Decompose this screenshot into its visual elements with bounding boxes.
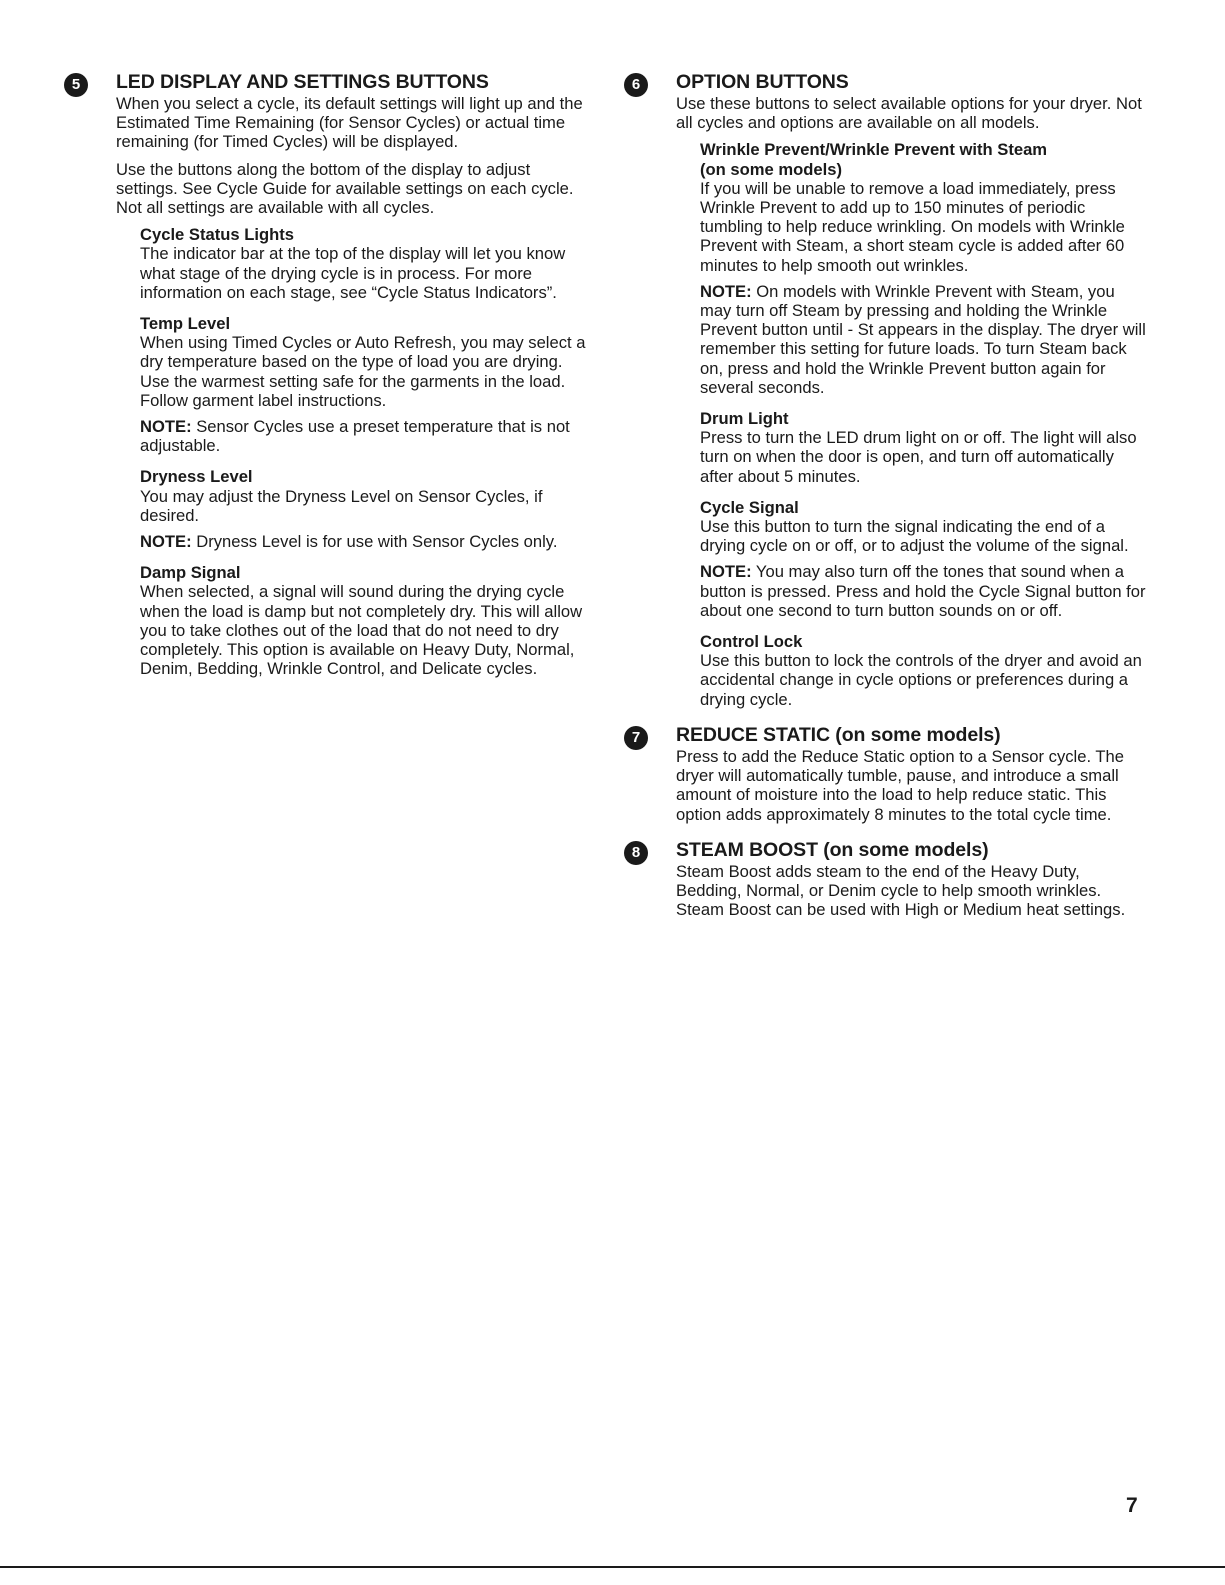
right-column: [624, 70, 1149, 933]
paragraph: Steam Boost adds steam to the end of the Heavy Duty, Bedding, Normal, or Denim cycle to help smooth wrinkles. Steam Boost can be used with High or Medium heat settings.: [676, 861, 1126, 920]
subsection-control-lock: [700, 632, 1149, 709]
section-title: LED DISPLAY AND SETTINGS BUTTONS: [116, 71, 489, 93]
section-reduce-static: [624, 723, 1149, 824]
note-label: NOTE:: [700, 562, 752, 582]
note-text: You may also turn off the tones that sound when a button is pressed. Press and hold the Cycle Signal button for about one second to turn button sounds on or off.: [700, 562, 1146, 620]
paragraph: Press to add the Reduce Static option to a Sensor cycle. The dryer will automatically tumble, pause, and introduce a small amount of moisture into the load to help reduce static. This option adds approximately 8 minutes to the total cycle time.: [676, 746, 1124, 824]
paragraph: Use these buttons to select available options for your dryer. Not all cycles and options are available on all models.: [676, 94, 1142, 133]
subsection-title: Damp Signal: [140, 563, 241, 583]
note: [140, 417, 594, 455]
subsection-damp-signal: [140, 563, 594, 678]
note-label: NOTE:: [140, 417, 192, 437]
section-option-buttons: [624, 70, 1149, 709]
note-label: NOTE:: [700, 281, 752, 301]
section-led-display: [64, 70, 594, 678]
subsection-cycle-signal: [700, 498, 1149, 620]
left-column: [64, 70, 594, 692]
subsection-title: Wrinkle Prevent/Wrinkle Prevent with Steam: [700, 140, 1048, 160]
section-steam-boost: [624, 838, 1149, 920]
subsection-title: Cycle Status Lights: [140, 225, 294, 245]
subsection-cycle-status-lights: [140, 225, 594, 302]
paragraph: Use the buttons along the bottom of the display to adjust settings. See Cycle Guide for available settings on each cycle. Not all settings are available with all cycles.: [116, 159, 574, 218]
subsection-title: Cycle Signal: [700, 497, 799, 517]
note-text: Sensor Cycles use a preset temperature that is not adjustable.: [140, 417, 570, 456]
section-title: STEAM BOOST (on some models): [676, 838, 989, 861]
paragraph: Use this button to turn the signal indicating the end of a drying cycle on or off, or to adjust the volume of the signal.: [700, 517, 1129, 556]
bottom-rule: [0, 1566, 1225, 1568]
subsection-title: Temp Level: [140, 314, 231, 334]
section-number-badge: 5: [64, 73, 88, 97]
paragraph: When you select a cycle, its default settings will light up and the Estimated Time Remaining (for Sensor Cycles) or actual time remaining (for Timed Cycles) will be displayed.: [116, 94, 583, 152]
paragraph: When selected, a signal will sound during the drying cycle when the load is damp but not completely dry. This will allow you to take clothes out of the load that do not need to dry completely. This option is available on Heavy Duty, Normal, Denim, Bedding, Wrinkle Control, and Delicate cycles.: [140, 582, 583, 679]
subsection-wrinkle-prevent: [700, 140, 1149, 397]
subsection-title-qualifier: (on some models): [700, 159, 842, 179]
subsection-title: Dryness Level: [140, 467, 253, 487]
section-title: REDUCE STATIC (on some models): [676, 723, 1001, 746]
subsection-temp-level: [140, 314, 594, 455]
paragraph: The indicator bar at the top of the display will let you know what stage of the drying cycle is in process. For more information on each stage, see “Cycle Status Indicators”.: [140, 244, 566, 302]
subsection-title: Drum Light: [700, 409, 789, 429]
section-number-badge: 7: [624, 726, 648, 750]
section-number-badge: 8: [624, 841, 648, 865]
paragraph: If you will be unable to remove a load immediately, press Wrinkle Prevent to add up to 150 minutes of periodic tumbling to help reduce wrinkling. On models with Wrinkle Prevent with Steam, a short steam cycle is added after 60 minutes to help smooth out wrinkles.: [700, 178, 1125, 275]
note: [700, 562, 1149, 620]
note-text: On models with Wrinkle Prevent with Steam, you may turn off Steam by pressing and holding the Wrinkle Prevent button until - St appears in the display. The dryer will remember this setting for future loads. To turn Steam back on, press and hold the Wrinkle Prevent button again for several seconds.: [700, 281, 1146, 397]
subsection-drum-light: [700, 409, 1149, 486]
section-title: OPTION BUTTONS: [676, 71, 849, 93]
note: [700, 282, 1149, 397]
note: [140, 532, 594, 551]
paragraph: Press to turn the LED drum light on or off. The light will also turn on when the door is open, and turn off automatically after about 5 minutes.: [700, 428, 1137, 486]
subsection-title: Control Lock: [700, 632, 803, 652]
subsection-dryness-level: [140, 467, 594, 551]
paragraph: You may adjust the Dryness Level on Sensor Cycles, if desired.: [140, 486, 543, 525]
page-number: 7: [1126, 1494, 1138, 1517]
note-text: Dryness Level is for use with Sensor Cycles only.: [191, 532, 558, 552]
section-number-badge: 6: [624, 73, 648, 97]
note-label: NOTE:: [140, 532, 192, 552]
paragraph: When using Timed Cycles or Auto Refresh, you may select a dry temperature based on the type of load you are drying. Use the warmest setting safe for the garments in the load. Follow garment label instructions.: [140, 333, 586, 410]
paragraph: Use this button to lock the controls of the dryer and avoid an accidental change in cycle options or preferences during a drying cycle.: [700, 651, 1142, 709]
